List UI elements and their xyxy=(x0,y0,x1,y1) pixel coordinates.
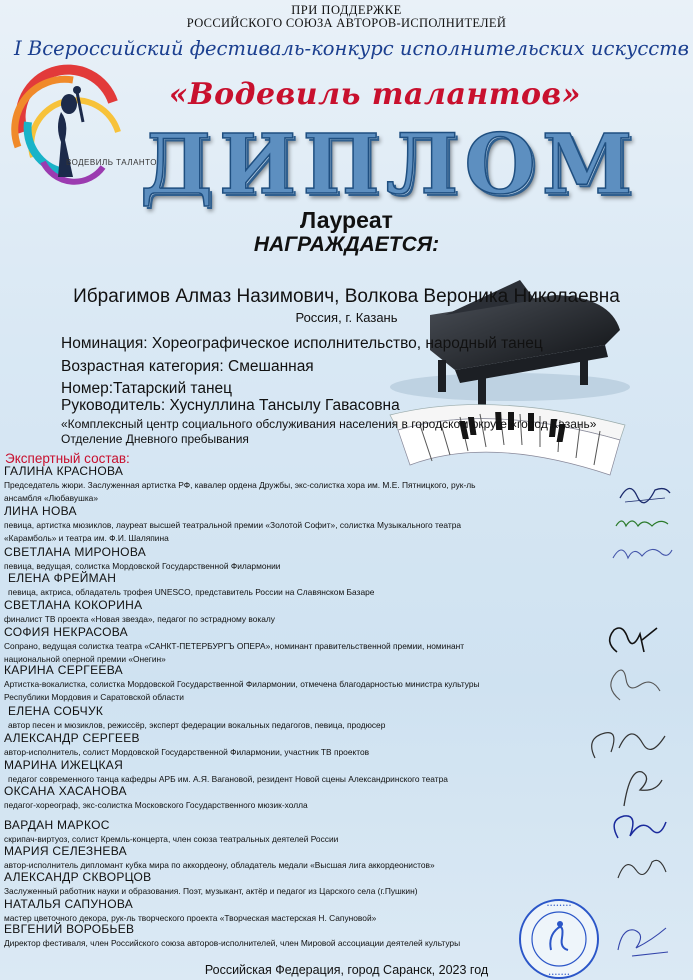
svg-text:• • • • • • • •: • • • • • • • • xyxy=(547,903,571,909)
expert-description: автор-исполнитель, солист Мордовской Государственной Филармонии, участник ТВ проектов xyxy=(4,747,370,757)
expert-name: ВАРДАН МАРКОС xyxy=(4,818,110,832)
festival-logo xyxy=(3,62,163,192)
expert-description: Республики Мордовия и Саратовской области xyxy=(4,692,184,702)
nomination-value: Хореографическое исполнительство, народный танец xyxy=(151,335,543,352)
organization-line-1: «Комплексный центр социального обслуживания населения в городском округе «город Казань» xyxy=(61,417,597,431)
expert-name: ЛИНА НОВА xyxy=(4,504,77,518)
expert-name: ЕЛЕНА СОБЧУК xyxy=(8,704,104,718)
signature-khasanova xyxy=(608,808,670,848)
awardee-location: Россия, г. Казань xyxy=(295,310,398,325)
nomination-label: Номинация: xyxy=(61,335,148,352)
expert-name: НАТАЛЬЯ САПУНОВА xyxy=(4,897,134,911)
expert-name: СОФИЯ НЕКРАСОВА xyxy=(4,625,128,639)
footer-location: Российская Федерация, город Саранск, 2023 год xyxy=(204,963,489,977)
expert-description: финалист ТВ проекта «Новая звезда», педагог по эстрадному вокалу xyxy=(4,614,275,624)
awardee-names: Ибрагимов Алмаз Назимович, Волкова Вероника Николаевна xyxy=(73,286,620,307)
organization-line-2: Отделение Дневного пребывания xyxy=(61,432,249,446)
signature-markos xyxy=(612,852,670,886)
expert-name: АЛЕКСАНДР СКВОРЦОВ xyxy=(4,870,152,884)
expert-description: певица, артистка мюзиклов, лауреат высшей театральной премии «Золотой Софит», солистка Музыкального театра xyxy=(4,520,462,530)
leader-label: Руководитель: xyxy=(61,397,166,414)
signature-vorobiev xyxy=(612,920,672,960)
expert-description: Заслуженный работник науки и образования. Поэт, музыкант, актёр и педагог из Царского села (г.Пушкин) xyxy=(4,886,418,896)
age-value: Смешанная xyxy=(228,358,314,375)
age-label: Возрастная категория: xyxy=(61,358,224,375)
festival-name: «Водевиль талантов» xyxy=(169,77,581,112)
leader-value: Хуснуллина Тансылу Гавасовна xyxy=(169,397,400,414)
expert-name: МАРИНА ИЖЕЦКАЯ xyxy=(4,758,124,772)
expert-description: педагог-хореограф, экс-солистка Московского Государственного мюзик-холла xyxy=(4,800,308,810)
svg-text:• • • • • • •: • • • • • • • xyxy=(548,972,570,978)
expert-description: «Карамболь» и театра им. Ф.И. Шаляпина xyxy=(4,533,169,543)
expert-description: певица, ведущая, солистка Мордовской Государственной Филармонии xyxy=(4,561,281,571)
age-row xyxy=(61,358,314,376)
expert-description: ансамбля «Любавушка» xyxy=(4,493,98,503)
expert-description: Председатель жюри. Заслуженная артистка РФ, кавалер ордена Дружбы, экс-солистка хора им. М.Е. Пятницкого, рук-ль xyxy=(4,480,476,490)
diploma-title: ДИПЛОМ xyxy=(140,117,639,213)
expert-name: СВЕТЛАНА МИРОНОВА xyxy=(4,545,147,559)
signature-izhetskaya xyxy=(612,762,667,810)
expert-name: ЕВГЕНИЙ ВОРОБЬЕВ xyxy=(4,922,135,936)
number-value: Татарский танец xyxy=(113,380,233,397)
expert-description: скрипач-виртуоз, солист Кремль-концерта, член союза театральных деятелей России xyxy=(4,834,339,844)
expert-name: АЛЕКСАНДР СЕРГЕЕВ xyxy=(4,731,140,745)
nomination-row xyxy=(61,335,543,353)
expert-description: певица, актриса, обладатель трофея UNESCO, представитель России на Славянском Базаре xyxy=(8,587,375,597)
signature-krasnova xyxy=(615,478,675,508)
expert-description: педагог современного танца кафедры АРБ им. А.Я. Вагановой, резидент Новой сцены Александринского театра xyxy=(8,774,448,784)
signature-mironova xyxy=(610,540,675,566)
expert-description: автор-исполнитель дипломант кубка мира по аккордеону, обладатель медали «Высшая лига аккордеонистов» xyxy=(4,860,435,870)
number-row xyxy=(61,380,232,398)
expert-description: Артистка-вокалистка, солистка Мордовской Государственной Филармонии, отмечена благодарностью министра культуры xyxy=(4,679,480,689)
expert-name: ОКСАНА ХАСАНОВА xyxy=(4,784,127,798)
signature-nekrasova xyxy=(602,622,662,662)
expert-description: автор песен и мюзиклов, режиссёр, эксперт федерации вокальных педагогов, певица, продюсер xyxy=(8,720,386,730)
support-line-1: ПРИ ПОДДЕРЖКЕ xyxy=(291,3,402,17)
signature-sergeeva xyxy=(600,665,665,710)
leader-row xyxy=(61,397,400,415)
festival-title: I Всероссийский фестиваль-конкурс исполнительских искусств xyxy=(13,37,690,60)
expert-description: национальной оперной премии «Онегин» xyxy=(4,654,166,664)
expert-name: СВЕТЛАНА КОКОРИНА xyxy=(4,598,143,612)
awarded-label: НАГРАЖДАЕТСЯ: xyxy=(253,233,440,256)
expert-description: мастер цветочного декора, рук-ль творческого проекта «Творческая мастерская Н. Сапуновой» xyxy=(4,913,377,923)
number-label: Номер: xyxy=(61,380,114,397)
expert-name: МАРИЯ СЕЛЕЗНЕВА xyxy=(4,844,127,858)
expert-description: Сопрано, ведущая солистка театра «САНКТ-ПЕТЕРБУРГЪ ОПЕРА», номинант правительственной премии, номинант xyxy=(4,641,465,651)
expert-description: Директор фестиваля, член Российского союза авторов-исполнителей, член Мировой ассоциации деятелей культуры xyxy=(4,938,461,948)
logo-caption: ВОДЕВИЛЬ ТАЛАНТОВ xyxy=(66,158,163,167)
support-line-2: РОССИЙСКОГО СОЮЗА АВТОРОВ-ИСПОЛНИТЕЛЕЙ xyxy=(186,16,507,30)
expert-name: ЕЛЕНА ФРЕЙМАН xyxy=(8,571,117,585)
expert-name: ГАЛИНА КРАСНОВА xyxy=(4,464,124,478)
signature-nova xyxy=(612,512,672,534)
laureate-label: Лауреат xyxy=(300,207,393,233)
expert-name: КАРИНА СЕРГЕЕВА xyxy=(4,663,123,677)
experts-heading: Экспертный состав: xyxy=(5,451,130,466)
